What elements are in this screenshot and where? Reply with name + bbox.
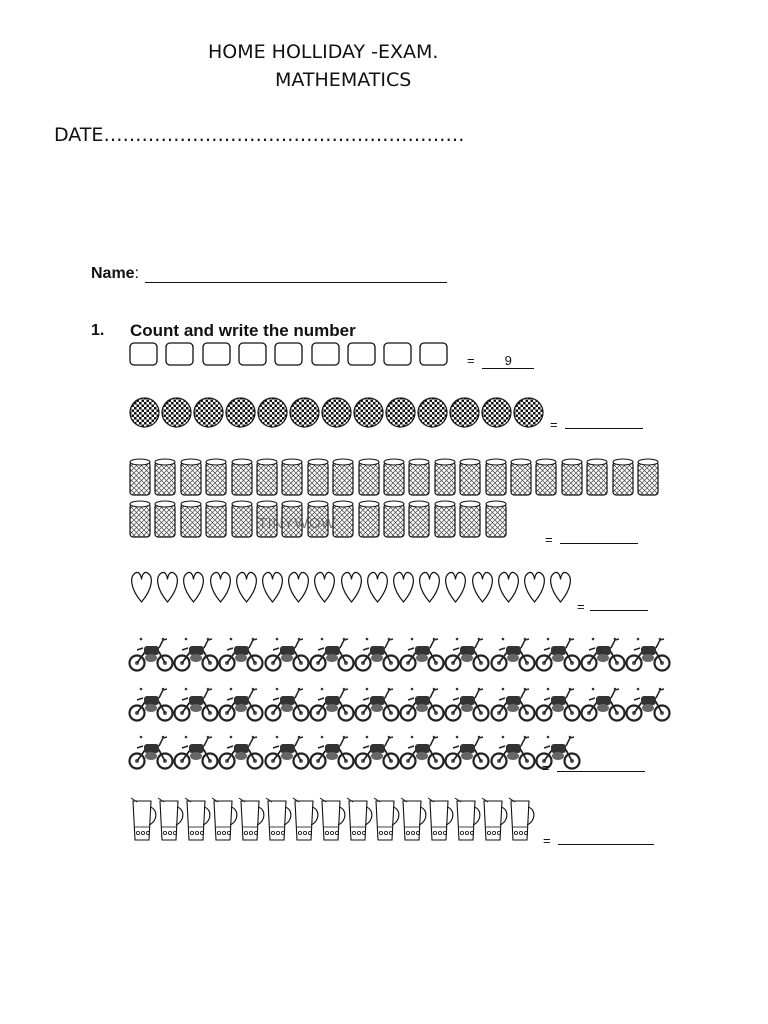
equals-sign: = <box>467 353 475 368</box>
question-text: Count and write the number <box>130 321 356 340</box>
heart-outline-icon <box>365 570 390 604</box>
equals-sign: = <box>550 417 558 432</box>
rounded-square-icon <box>274 341 303 367</box>
row-squares-answer[interactable] <box>467 353 534 369</box>
net-cylinder-icon <box>535 458 557 498</box>
heart-outline-icon <box>286 570 311 604</box>
net-cylinder-icon <box>332 458 354 498</box>
jug-icon <box>156 797 184 843</box>
motorcycle-icon <box>581 686 625 722</box>
jug-icon <box>237 797 265 843</box>
checkered-ball-icon <box>417 397 448 428</box>
net-cylinder-icon <box>180 458 202 498</box>
net-cylinder-icon <box>510 458 532 498</box>
row-motorcycles-answer[interactable] <box>542 757 645 775</box>
motorcycle-icon <box>265 686 309 722</box>
motorcycle-icon <box>265 636 309 672</box>
answer-blank[interactable] <box>557 757 645 772</box>
checkered-ball-icon <box>513 397 544 428</box>
heart-outline-icon <box>312 570 337 604</box>
checkered-ball-icon <box>385 397 416 428</box>
rounded-square-icon <box>383 341 412 367</box>
motorcycle-icon <box>626 636 670 672</box>
net-cylinder-icon <box>231 500 253 540</box>
date-line <box>54 124 464 146</box>
question-number: 1. <box>91 322 105 339</box>
motorcycle-icon <box>129 686 173 722</box>
exam-title: HOME HOLLIDAY -EXAM. <box>208 41 439 63</box>
checkered-ball-icon <box>289 397 320 428</box>
motorcycle-icon <box>129 734 173 770</box>
motorcycle-icon <box>129 636 173 672</box>
motorcycle-icon <box>445 686 489 722</box>
jug-icon <box>399 797 427 843</box>
heart-outline-icon <box>443 570 468 604</box>
heart-outline-icon <box>339 570 364 604</box>
net-cylinder-icon <box>434 500 456 540</box>
motorcycle-icon <box>400 734 444 770</box>
net-cylinder-icon <box>231 458 253 498</box>
net-cylinder-icon <box>459 500 481 540</box>
checkered-ball-icon <box>481 397 512 428</box>
motorcycle-icon <box>400 636 444 672</box>
motorcycle-icon <box>219 734 263 770</box>
heart-outline-icon <box>260 570 285 604</box>
net-cylinder-icon <box>408 458 430 498</box>
net-cylinder-icon <box>485 458 507 498</box>
jug-icon <box>291 797 319 843</box>
rounded-square-icon <box>347 341 376 367</box>
motorcycle-icon <box>626 686 670 722</box>
rounded-square-icon <box>419 341 448 367</box>
answer-blank[interactable]: 9 <box>482 353 534 369</box>
net-cylinder-icon <box>612 458 634 498</box>
checkered-ball-icon <box>193 397 224 428</box>
net-cylinder-icon <box>408 500 430 540</box>
watermark: TINYWOW <box>258 515 336 532</box>
jug-icon <box>345 797 373 843</box>
net-cylinder-icon <box>129 500 151 540</box>
checkered-ball-icon <box>353 397 384 428</box>
heart-outline-icon <box>155 570 180 604</box>
motorcycle-icon <box>265 734 309 770</box>
jug-icon <box>372 797 400 843</box>
motorcycle-icon <box>491 734 535 770</box>
motorcycle-icon <box>581 636 625 672</box>
name-answer-line[interactable] <box>145 266 447 283</box>
net-cylinder-icon <box>434 458 456 498</box>
rounded-square-icon <box>165 341 194 367</box>
net-cylinder-icon <box>383 458 405 498</box>
jug-icon <box>453 797 481 843</box>
jug-icon <box>426 797 454 843</box>
name-label: Name <box>91 265 135 282</box>
net-cylinder-icon <box>205 500 227 540</box>
heart-outline-icon <box>181 570 206 604</box>
equals-sign: = <box>545 532 553 547</box>
heart-outline-icon <box>548 570 573 604</box>
date-dots: ………………………………………………… <box>103 124 465 146</box>
jug-icon <box>183 797 211 843</box>
heart-outline-icon <box>417 570 442 604</box>
motorcycle-icon <box>445 636 489 672</box>
date-label: DATE <box>54 124 104 146</box>
checkered-ball-icon <box>225 397 256 428</box>
checkered-ball-icon <box>161 397 192 428</box>
equals-sign: = <box>542 760 550 775</box>
net-cylinder-icon <box>358 458 380 498</box>
net-cylinder-icon <box>561 458 583 498</box>
motorcycle-icon <box>491 636 535 672</box>
row-jugs-answer[interactable] <box>543 830 654 848</box>
name-field-row <box>91 263 447 283</box>
rounded-square-icon <box>129 341 158 367</box>
checkered-ball-icon <box>257 397 288 428</box>
checkered-ball-icon <box>129 397 160 428</box>
rounded-square-icon <box>311 341 340 367</box>
motorcycle-icon <box>174 734 218 770</box>
net-cylinder-icon <box>358 500 380 540</box>
checkered-ball-icon <box>449 397 480 428</box>
net-cylinder-icon <box>281 458 303 498</box>
net-cylinder-icon <box>154 458 176 498</box>
net-cylinder-icon <box>154 500 176 540</box>
motorcycle-icon <box>491 686 535 722</box>
row-balls-answer[interactable] <box>550 414 643 432</box>
net-cylinder-icon <box>180 500 202 540</box>
motorcycle-icon <box>219 636 263 672</box>
checkered-ball-icon <box>321 397 352 428</box>
heart-outline-icon <box>129 570 154 604</box>
motorcycle-icon <box>355 686 399 722</box>
answer-blank[interactable] <box>590 596 648 611</box>
jug-icon <box>318 797 346 843</box>
rounded-square-icon <box>202 341 231 367</box>
heart-outline-icon <box>496 570 521 604</box>
heart-outline-icon <box>470 570 495 604</box>
answer-blank[interactable] <box>565 414 643 429</box>
jug-icon <box>129 797 157 843</box>
motorcycle-icon <box>174 686 218 722</box>
jug-icon <box>210 797 238 843</box>
motorcycle-icon <box>174 636 218 672</box>
heart-outline-icon <box>208 570 233 604</box>
jug-icon <box>507 797 535 843</box>
net-cylinder-icon <box>205 458 227 498</box>
motorcycle-icon <box>355 734 399 770</box>
net-cylinder-icon <box>637 458 659 498</box>
row-cylinders-answer[interactable] <box>545 529 638 547</box>
jug-icon <box>480 797 508 843</box>
name-colon: : <box>134 265 140 282</box>
equals-sign: = <box>577 599 585 614</box>
net-cylinder-icon <box>307 458 329 498</box>
answer-blank[interactable] <box>560 529 638 544</box>
motorcycle-icon <box>310 734 354 770</box>
net-cylinder-icon <box>256 458 278 498</box>
row-hearts-answer[interactable] <box>577 596 648 614</box>
motorcycle-icon <box>445 734 489 770</box>
net-cylinder-icon <box>485 500 507 540</box>
heart-outline-icon <box>391 570 416 604</box>
subject-title: MATHEMATICS <box>275 69 412 91</box>
motorcycle-icon <box>310 636 354 672</box>
motorcycle-icon <box>536 686 580 722</box>
equals-sign: = <box>543 833 551 848</box>
answer-blank[interactable] <box>558 830 654 845</box>
net-cylinder-icon <box>459 458 481 498</box>
motorcycle-icon <box>219 686 263 722</box>
motorcycle-icon <box>400 686 444 722</box>
net-cylinder-icon <box>383 500 405 540</box>
net-cylinder-icon <box>129 458 151 498</box>
motorcycle-icon <box>536 636 580 672</box>
heart-outline-icon <box>522 570 547 604</box>
jug-icon <box>264 797 292 843</box>
motorcycle-icon <box>355 636 399 672</box>
rounded-square-icon <box>238 341 267 367</box>
heart-outline-icon <box>234 570 259 604</box>
net-cylinder-icon <box>586 458 608 498</box>
motorcycle-icon <box>310 686 354 722</box>
